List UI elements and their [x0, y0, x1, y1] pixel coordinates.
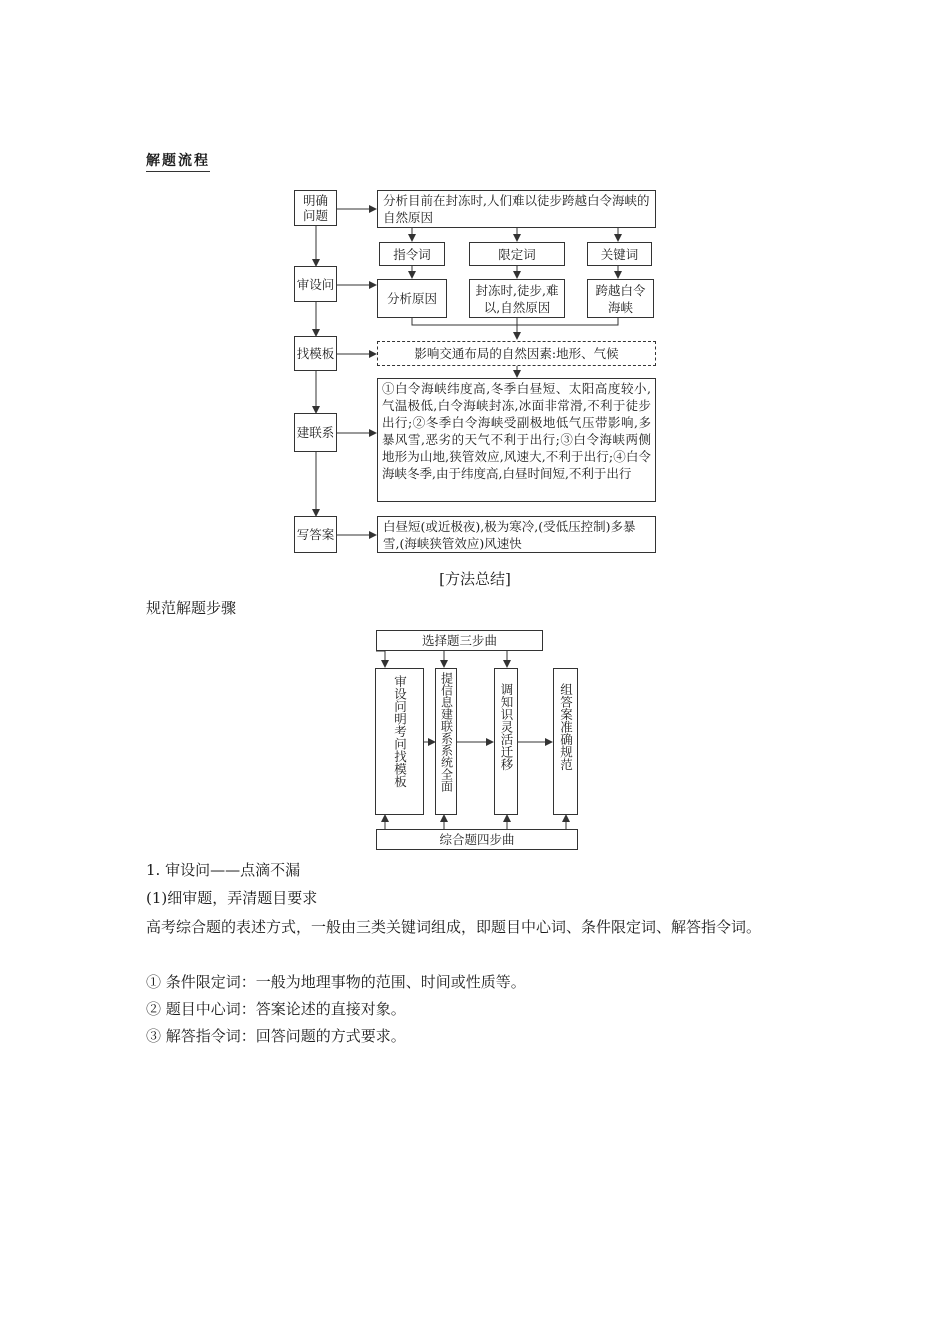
- list-item-instruction-word: ③ 解答指令词：回答问题的方式要求。: [146, 1027, 406, 1045]
- template-box: 影响交通布局的自然因素:地形、气候: [377, 341, 656, 366]
- category-instruction-word: 指令词: [379, 242, 445, 266]
- section-heading: 解题流程: [146, 150, 210, 172]
- paragraph-keywords: 高考综合题的表述方式，一般由三类关键词组成，即题目中心词、条件限定词、解答指令词。: [146, 918, 762, 936]
- col-knowledge-transfer: [494, 668, 518, 815]
- category-key-word: 关键词: [587, 242, 652, 266]
- word-analyze-reason: 分析原因: [377, 279, 447, 318]
- method-summary-title: [方法总结]: [439, 570, 511, 588]
- col-text-1: 审设问明考问找模板: [392, 675, 408, 788]
- three-step-choice-box: 选择题三步曲: [376, 630, 543, 651]
- step-build-links: 建联系: [294, 413, 337, 452]
- step-examine-question: 审设问: [294, 266, 337, 302]
- list-item-limiting-word: ① 条件限定词：一般为地理事物的范围、时间或性质等。: [146, 973, 526, 991]
- col-examine-find-template: [375, 668, 424, 815]
- col-info-links: [435, 668, 457, 815]
- standard-steps-title: 规范解题步骤: [146, 599, 237, 617]
- col-text-2: 提信息建联系系统全面: [439, 672, 454, 792]
- links-box: ①白令海峡纬度高,冬季白昼短、太阳高度较小,气温极低,白令海峡封冻,冰面非常滑,不利于徒步出行;②冬季白令海峡受副极地低气压带影响,多暴风雪,恶劣的天气不利于出行;③白令海峡两侧地形为山地,狭管效应,风速大,不利于出行;④白令海峡冬季,由于纬度高,白昼时间短,不利于出行: [377, 378, 656, 502]
- four-step-comprehensive-box: 综合题四步曲: [376, 829, 578, 850]
- subsection-1-title: (1)细审题，弄清题目要求: [146, 889, 318, 907]
- step-find-template: 找模板: [294, 336, 337, 371]
- list-item-center-word: ② 题目中心词：答案论述的直接对象。: [146, 1000, 406, 1018]
- step-write-answer: 写答案: [294, 516, 337, 553]
- step-clarify-question: 明确问题: [294, 190, 337, 226]
- word-limiting-conditions: 封冻时,徒步,难以,自然原因: [469, 279, 565, 318]
- col-compose-answer: [553, 668, 578, 815]
- category-limiting-word: 限定词: [469, 242, 565, 266]
- col-text-4: 组答案准确规范: [558, 683, 574, 771]
- col-text-3: 调知识灵活迁移: [499, 683, 514, 771]
- answer-box: 白昼短(或近极夜),极为寒冷,(受低压控制)多暴雪,(海峡狭管效应)风速快: [377, 516, 656, 553]
- question-box: 分析目前在封冻时,人们难以徒步跨越白令海峡的自然原因: [377, 190, 656, 228]
- section-1-title: 1. 审设问——点滴不漏: [146, 861, 301, 879]
- word-cross-bering-strait: 跨越白令海峡: [587, 279, 654, 318]
